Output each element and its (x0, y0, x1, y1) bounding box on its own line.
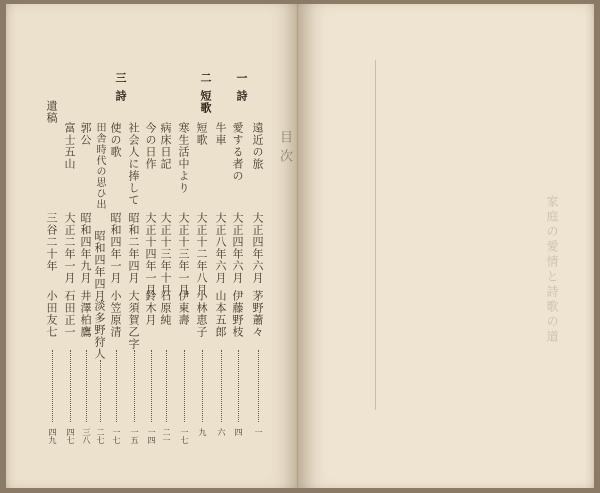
toc-page: 一 (254, 428, 263, 436)
dot-leader (116, 350, 117, 422)
toc-page: 六 (217, 428, 226, 436)
toc-title: 遺稿 (45, 100, 58, 124)
toc-date: 大正十二年八月 (195, 212, 208, 296)
section-number-2: 二 (199, 72, 212, 84)
dot-leader (202, 350, 203, 422)
dot-leader (134, 350, 135, 422)
section-label-3: 詩 (114, 90, 127, 102)
toc-author: 山本五郎 (214, 290, 227, 338)
section-label-1: 詩 (235, 90, 248, 102)
toc-author: 井澤柏鷹 (79, 290, 92, 338)
dot-leader (258, 350, 259, 422)
toc-date: 大正十三年一月 (177, 212, 190, 296)
section-number-1: 一 (235, 72, 248, 84)
toc-page: 三八 (82, 428, 91, 444)
dot-leader (86, 350, 87, 422)
dot-leader (151, 350, 152, 422)
toc-title: 郭公 (79, 122, 92, 146)
toc-title: 病床日記 (159, 122, 172, 170)
dot-leader (100, 360, 101, 422)
toc-date: 大正二年一月 (63, 212, 76, 284)
toc-page: 九 (198, 428, 207, 436)
toc-date: 昭和二年四月 (127, 212, 140, 284)
toc-title: 短歌 (195, 122, 208, 146)
contents-heading: 目次 (277, 130, 292, 168)
toc-page: 四七 (66, 428, 75, 444)
toc-title: 遠近の旅 (251, 122, 264, 170)
toc-date: 昭和四年四月 (93, 230, 106, 302)
toc-page: 一七 (180, 428, 189, 444)
toc-title: 富士五山 (63, 122, 76, 170)
faint-rule (375, 60, 376, 410)
toc-page: 一五 (130, 428, 139, 444)
toc-author: 小林恵子 (195, 290, 208, 338)
section-label-2: 短歌 (199, 90, 212, 114)
toc-date: 昭和四年九月 (79, 212, 92, 284)
toc-page: 一四 (147, 428, 156, 444)
toc-page: 一七 (112, 428, 121, 444)
toc-author: 茅野蕭々 (251, 290, 264, 338)
toc-author: 鈴木月 (144, 290, 157, 326)
toc-page: 二七 (96, 428, 105, 444)
toc-date: 三谷二十年 (45, 212, 58, 272)
dot-leader (52, 350, 53, 422)
toc-page: 四九 (48, 428, 57, 444)
toc-author: 石田正一 (63, 290, 76, 338)
toc-author: 伊東壽 (177, 290, 190, 326)
toc-author: 石原純 (159, 290, 172, 326)
dot-leader (166, 350, 167, 422)
toc-title: 牛車 (214, 122, 227, 146)
toc-title: 寒生活中より (177, 122, 190, 194)
toc-author: 大須賀乙字 (127, 290, 140, 350)
toc-title: 田舎時代の思ひ出 (94, 122, 105, 210)
toc-author: 淡多野狩人 (93, 300, 106, 360)
toc-title: 愛する者の (231, 122, 244, 182)
toc-date: 大正四年六月 (251, 212, 264, 284)
toc-title: 使の歌 (109, 122, 122, 158)
toc-title: 今の日作 (144, 122, 157, 170)
toc-date: 昭和四年一月 (109, 212, 122, 284)
dot-leader (238, 350, 239, 422)
section-number-3: 三 (114, 72, 127, 84)
dot-leader (221, 350, 222, 422)
toc-title: 社会人に捧して (127, 122, 140, 206)
dot-leader (70, 350, 71, 422)
toc-author: 伊藤野枝 (231, 290, 244, 338)
show-through-text: 家庭の愛情と詩歌の道 (545, 195, 559, 345)
toc-date: 大正八年六月 (214, 212, 227, 284)
toc-date: 大正十四年一月 (144, 212, 157, 296)
toc-author: 小笠原清 (109, 290, 122, 338)
toc-date: 大正四年六月 (231, 212, 244, 284)
toc-page: 四 (234, 428, 243, 436)
toc-page: 二一 (162, 428, 171, 444)
toc-author: 小田友七 (45, 290, 58, 338)
toc-date: 大正十三年十月 (159, 212, 172, 296)
dot-leader (184, 350, 185, 422)
